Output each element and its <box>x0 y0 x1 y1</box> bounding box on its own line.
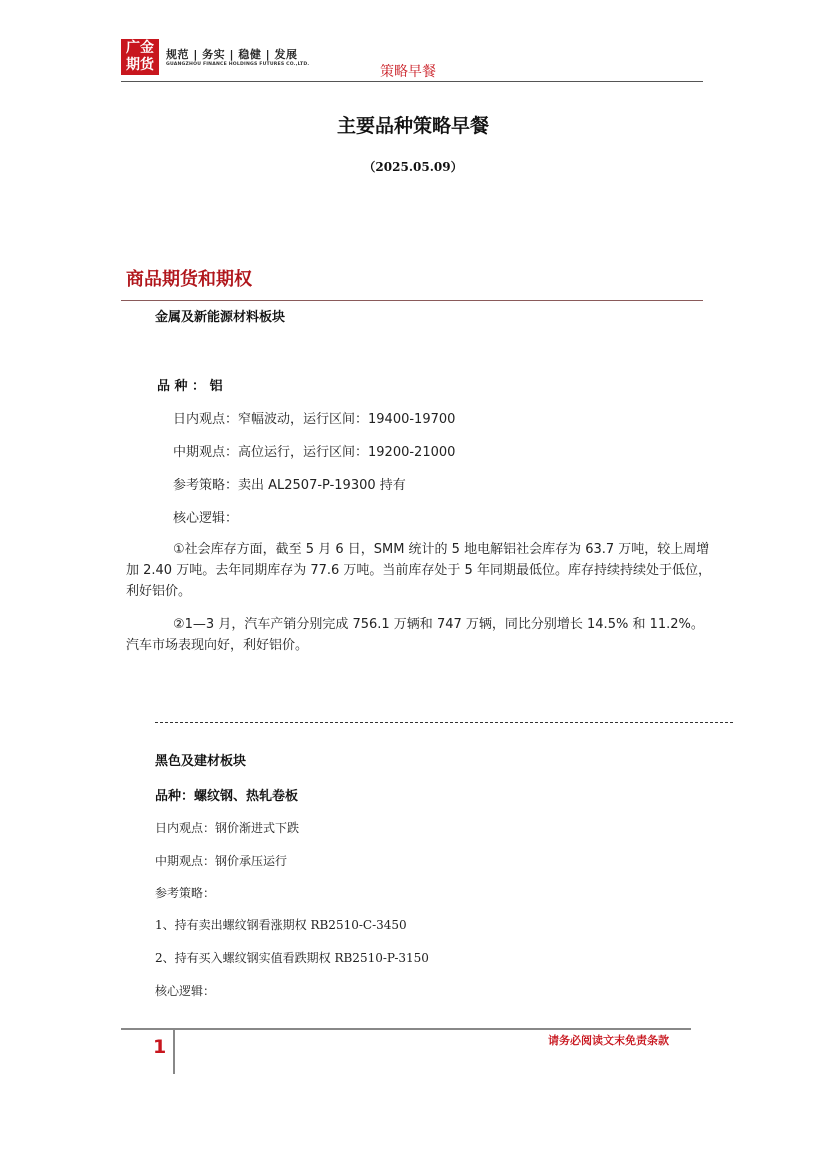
disclaimer-link[interactable]: 请务必阅读文末免责条款 <box>548 1034 669 1047</box>
metals-midterm-view: 中期观点：高位运行，运行区间：19200-21000 <box>173 445 456 460</box>
company-english-name: GUANGZHOU FINANCE HOLDINGS FUTURES CO.,LTD. <box>166 62 310 67</box>
document-title: 主要品种策略早餐 <box>336 115 489 137</box>
logo-text-line1: 广金 <box>126 40 154 56</box>
header-divider <box>121 81 703 82</box>
header-label: 策略早餐 <box>380 64 436 80</box>
page-number: 1 <box>153 1036 167 1058</box>
document-date: （2025.05.09） <box>363 160 463 174</box>
logo-text-line2: 期货 <box>126 57 154 73</box>
ferrous-logic-label: 核心逻辑： <box>155 984 216 998</box>
ferrous-block-title: 黑色及建材板块 <box>155 754 247 769</box>
metals-logic-paragraph-2: ②1—3 月，汽车产销分别完成 756.1 万辆和 747 万辆，同比分别增长 14.5% 和 11.2%。汽车市场表现向好，利好铝价。 <box>126 617 704 653</box>
metals-logic-paragraph-1: ①社会库存方面，截至 5 月 6 日，SMM 统计的 5 地电解铝社会库存为 63.7 万吨，较上周增加 2.40 万吨。去年同期库存为 77.6 万吨。当前库存处于 5 年同期最低位。库存持续持续处于低位，利好铝价。 <box>126 542 711 599</box>
metals-variety: 品 种 ： 铝 <box>157 379 223 394</box>
block-divider <box>155 722 733 723</box>
company-slogan: 规范 | 务实 | 稳健 | 发展 <box>166 48 298 61</box>
metals-strategy: 参考策略：卖出 AL2507-P-19300 持有 <box>173 478 406 493</box>
metals-block-title: 金属及新能源材料板块 <box>155 310 286 325</box>
footer-vertical-divider <box>173 1028 175 1074</box>
company-logo <box>121 39 159 75</box>
section-title: 商品期货和期权 <box>126 269 252 290</box>
ferrous-strategy-1: 1、持有卖出螺纹钢看涨期权 RB2510-C-3450 <box>155 918 407 932</box>
ferrous-strategy-label: 参考策略： <box>155 886 216 900</box>
ferrous-strategy-2: 2、持有买入螺纹钢实值看跌期权 RB2510-P-3150 <box>155 951 429 965</box>
ferrous-intraday-view: 日内观点：钢价渐进式下跌 <box>155 821 300 835</box>
metals-intraday-view: 日内观点：窄幅波动，运行区间：19400-19700 <box>173 412 456 427</box>
footer-divider <box>121 1028 691 1030</box>
ferrous-variety: 品种：螺纹钢、热轧卷板 <box>155 789 299 804</box>
section-divider <box>121 300 703 301</box>
ferrous-midterm-view: 中期观点：钢价承压运行 <box>155 854 288 868</box>
metals-logic-label: 核心逻辑： <box>173 511 239 526</box>
